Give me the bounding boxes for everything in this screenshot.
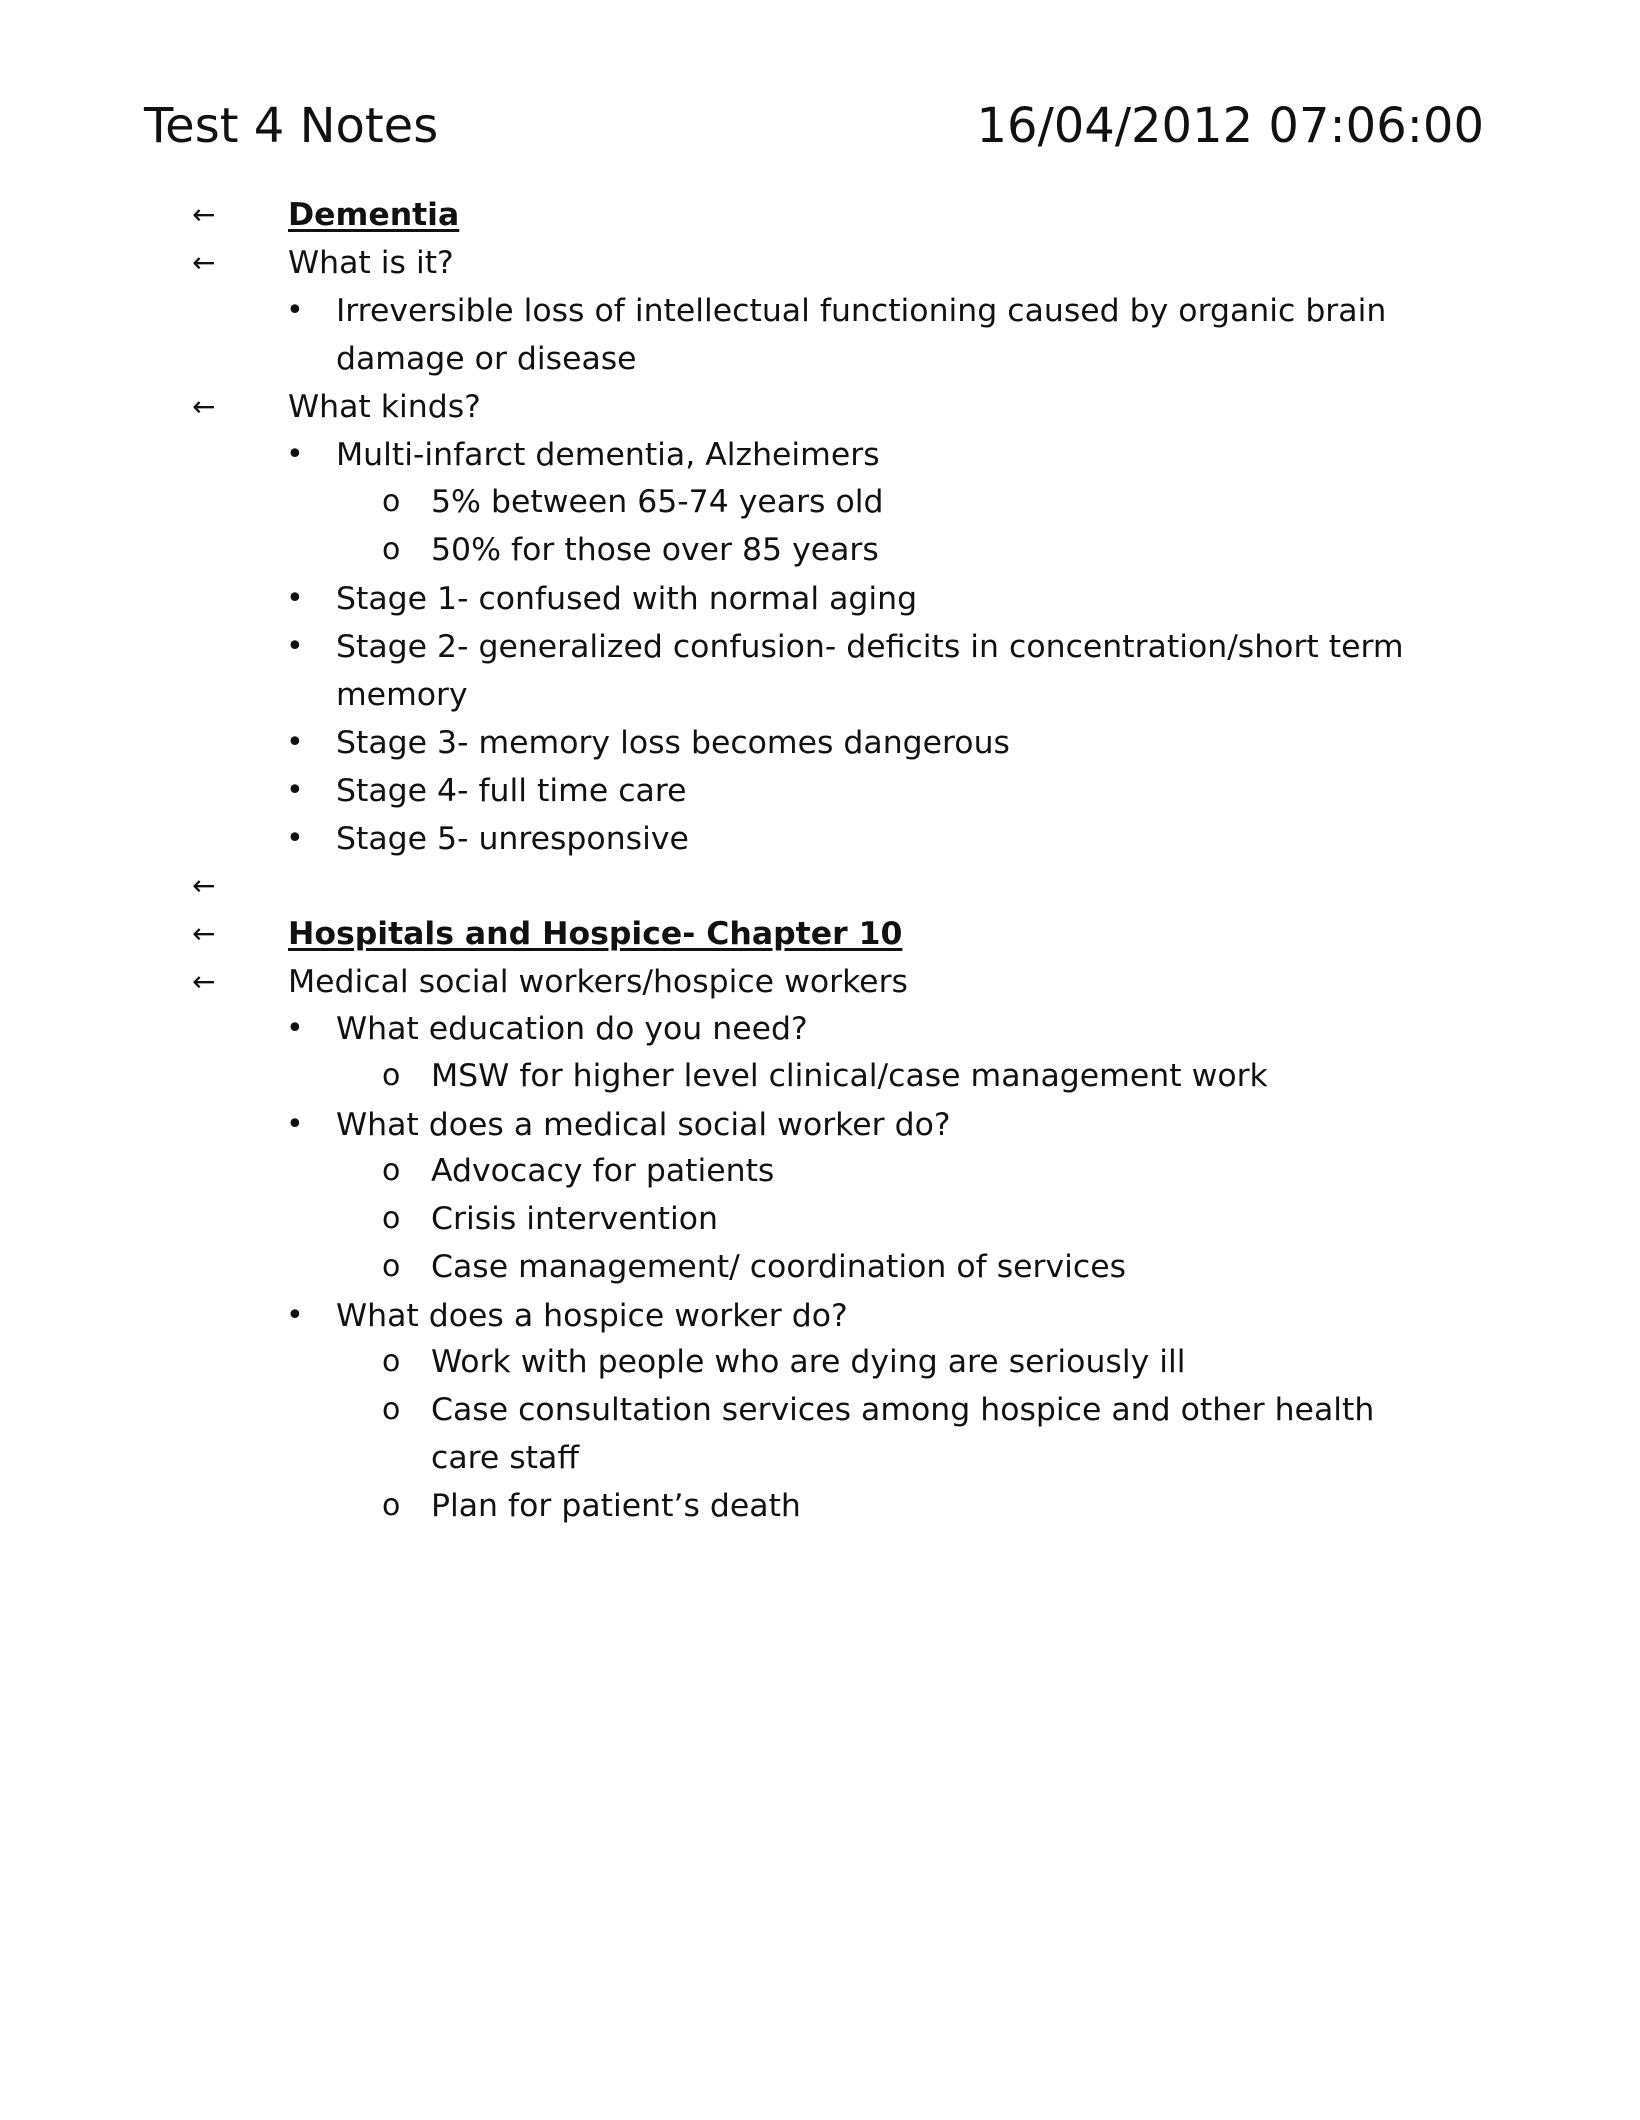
circle-letter-o-icon: o — [382, 1201, 401, 1236]
list-item-text: Crisis intervention — [431, 1201, 719, 1237]
list-item — [0, 431, 1640, 478]
list-item-text: MSW for higher level clinical/case management work — [431, 1058, 1268, 1094]
list-item-text: Stage 2- generalized confusion- deficits in concentration/short term — [336, 629, 1404, 665]
bullet-icon: • — [286, 581, 304, 616]
list-item-text: What does a medical social worker do? — [336, 1107, 951, 1143]
left-arrow-icon: ← — [192, 869, 216, 902]
circle-letter-o-icon: o — [382, 1392, 401, 1427]
list-item-text: Advocacy for patients — [431, 1153, 775, 1189]
list-item-text: Stage 3- memory loss becomes dangerous — [336, 725, 1010, 761]
list-item-empty — [0, 862, 1640, 910]
list-item — [0, 383, 1640, 431]
list-item-text: Work with people who are dying are seriously ill — [431, 1344, 1186, 1380]
list-item — [0, 958, 1640, 1005]
list-item — [0, 1338, 1640, 1386]
circle-letter-o-icon: o — [382, 1058, 401, 1093]
circle-letter-o-icon: o — [382, 532, 401, 567]
list-item — [0, 1482, 1640, 1530]
bullet-icon: • — [286, 725, 304, 760]
list-item — [0, 287, 1640, 335]
list-item — [0, 239, 1640, 287]
list-item-text: What education do you need? — [336, 1011, 808, 1047]
list-item — [0, 526, 1640, 575]
list-item-text: Irreversible loss of intellectual functioning caused by organic brain — [336, 293, 1387, 329]
bullet-icon: • — [286, 1011, 304, 1046]
list-item — [0, 910, 1640, 958]
bullet-icon: • — [286, 437, 304, 472]
list-item-text: care staff — [431, 1440, 580, 1476]
list-item — [0, 1005, 1640, 1052]
circle-letter-o-icon: o — [382, 1488, 401, 1523]
list-item-text: Case management/ coordination of services — [431, 1249, 1126, 1285]
list-item-text: Case consultation services among hospice and other health — [431, 1392, 1375, 1428]
circle-letter-o-icon: o — [382, 1153, 401, 1188]
left-arrow-icon: ← — [192, 246, 216, 279]
left-arrow-icon: ← — [192, 390, 216, 423]
section-heading-hospitals: Hospitals and Hospice- Chapter 10 — [288, 916, 903, 952]
list-item-text: Stage 4- full time care — [336, 773, 687, 809]
list-item-continuation — [0, 335, 1640, 383]
bullet-icon: • — [286, 821, 304, 856]
list-item-text: Multi-infarct dementia, Alzheimers — [336, 437, 880, 473]
list-item — [0, 1243, 1640, 1292]
list-item — [0, 1147, 1640, 1195]
list-item-text: Plan for patient’s death — [431, 1488, 801, 1524]
bullet-icon: • — [286, 1298, 304, 1333]
list-item-text: Stage 5- unresponsive — [336, 821, 689, 857]
circle-letter-o-icon: o — [382, 1249, 401, 1284]
list-item — [0, 1195, 1640, 1243]
list-item-text: 5% between 65-74 years old — [431, 484, 884, 520]
list-item — [0, 191, 1640, 239]
left-arrow-icon: ← — [192, 917, 216, 950]
list-item-text: 50% for those over 85 years — [431, 532, 879, 568]
page-header — [144, 94, 1484, 158]
list-item-text: What kinds? — [288, 389, 481, 425]
circle-letter-o-icon: o — [382, 1344, 401, 1379]
bullet-icon: • — [286, 773, 304, 808]
list-item — [0, 1052, 1640, 1101]
section-heading-dementia: Dementia — [288, 197, 460, 233]
list-item-continuation — [0, 1434, 1640, 1482]
list-item-text: What is it? — [288, 245, 454, 281]
list-item — [0, 1386, 1640, 1434]
document-datetime: 16/04/2012 07:06:00 — [976, 98, 1484, 154]
list-item-text: damage or disease — [336, 341, 637, 377]
list-item — [0, 623, 1640, 671]
list-item — [0, 1292, 1640, 1338]
list-item-text: What does a hospice worker do? — [336, 1298, 848, 1334]
list-item — [0, 767, 1640, 815]
list-item-text: memory — [336, 677, 468, 713]
list-item — [0, 719, 1640, 767]
left-arrow-icon: ← — [192, 198, 216, 231]
document-title: Test 4 Notes — [144, 98, 439, 154]
bullet-icon: • — [286, 629, 304, 664]
bullet-icon: • — [286, 1107, 304, 1142]
list-item — [0, 1101, 1640, 1147]
list-item — [0, 815, 1640, 862]
list-item — [0, 575, 1640, 623]
list-item-text: Medical social workers/hospice workers — [288, 964, 908, 1000]
bullet-icon: • — [286, 293, 304, 328]
left-arrow-icon: ← — [192, 965, 216, 998]
circle-letter-o-icon: o — [382, 484, 401, 519]
notes-outline — [0, 191, 1640, 1530]
list-item-text: Stage 1- confused with normal aging — [336, 581, 918, 617]
list-item — [0, 478, 1640, 526]
list-item-continuation — [0, 671, 1640, 719]
